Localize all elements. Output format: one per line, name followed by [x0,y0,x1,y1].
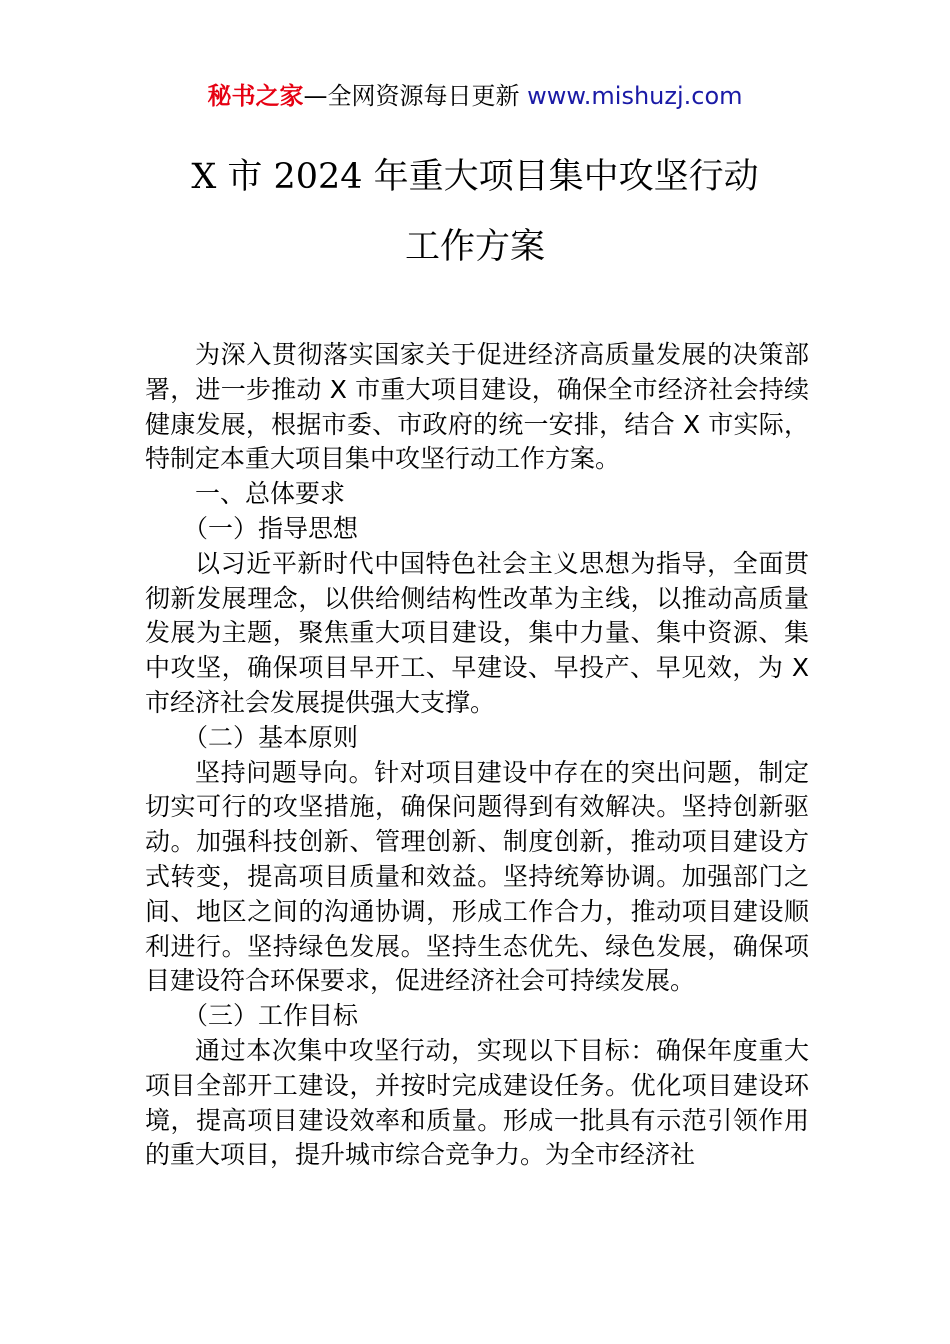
site-header [0,78,950,114]
guiding-thought-paragraph: 以习近平新时代中国特色社会主义思想为指导，全面贯彻新发展理念，以供给侧结构性改革为主线，以推动高质量发展为主题，聚焦重大项目建设，集中力量、集中资源、集中攻坚，确保项目早开工、早建设、早投产、早见效，为 X 市经济社会发展提供强大支撑。 [145,548,809,717]
goals-paragraph: 通过本次集中攻坚行动，实现以下目标：确保年度重大项目全部开工建设，并按时完成建设任务。优化项目建设环境，提高项目建设效率和质量。形成一批具有示范引领作用的重大项目，提升城市综合竞争力。为全市经济社 [145,1035,809,1170]
principles-paragraph: 坚持问题导向。针对项目建设中存在的突出问题，制定切实可行的攻坚措施，确保问题得到有效解决。坚持创新驱动。加强科技创新、管理创新、制度创新，推动项目建设方式转变，提高项目质量和效益。坚持统筹协调。加强部门之间、地区之间的沟通协调，形成工作合力，推动项目建设顺利进行。坚持绿色发展。坚持生态优先、绿色发展，确保项目建设符合环保要求，促进经济社会可持续发展。 [145,757,809,996]
document-title-line1: X 市 2024 年重大项目集中攻坚行动 [191,157,759,197]
document-title-line2: 工作方案 [404,227,545,267]
intro-paragraph: 为深入贯彻落实国家关于促进经济高质量发展的决策部署，进一步推动 X 市重大项目建设，确保全市经济社会持续健康发展，根据市委、市政府的统一安排，结合 X 市实际，特制定本重大项目集中攻坚行动工作方案。 [145,340,809,474]
subsection-heading-3: （三）工作目标 [183,1001,359,1031]
site-url-link[interactable]: www.mishuzj.com [527,82,743,110]
brand-name: 秘书之家 [207,82,304,110]
document-body [145,338,809,1173]
subsection-heading-2: （二）基本原则 [183,722,359,752]
header-tagline: —全网资源每日更新 [303,82,520,110]
section-heading-1: 一、总体要求 [195,479,346,509]
subsection-heading-1: （一）指导思想 [183,513,359,543]
